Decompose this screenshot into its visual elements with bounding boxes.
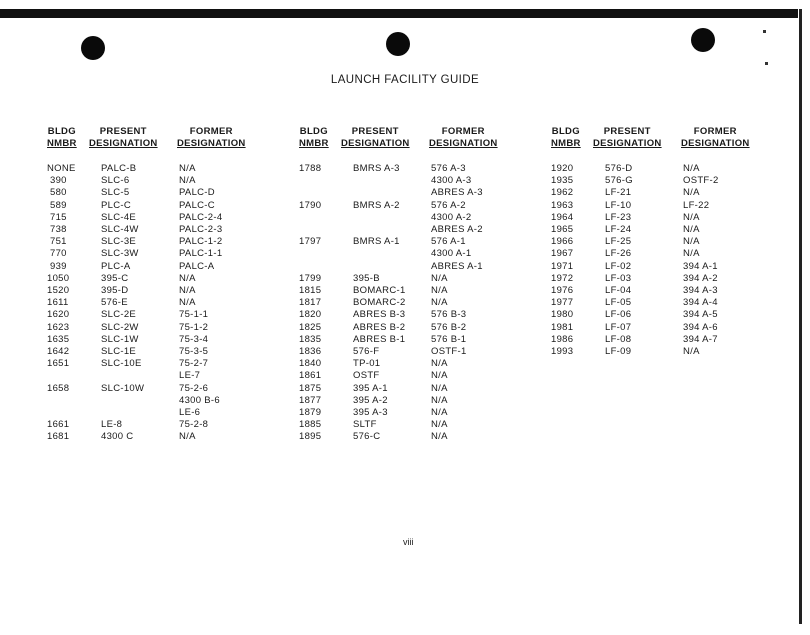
scan-mark <box>763 30 766 33</box>
former-designation: PALC-2-4 <box>179 211 223 223</box>
header-line-1: BLDG <box>47 126 76 137</box>
former-designation: 394 A-5 <box>683 309 718 321</box>
bldg-number: 1651 <box>47 358 70 370</box>
bldg-number: 1840 <box>299 358 322 370</box>
header-line-2: DESIGNATION <box>89 138 158 149</box>
former-designation: 576 B-2 <box>431 321 467 333</box>
former-designation: 576 A-2 <box>431 199 466 211</box>
bldg-number: 1967 <box>551 248 574 260</box>
former-designation: N/A <box>683 236 700 248</box>
bldg-number: 1981 <box>551 321 574 333</box>
bldg-number: 1895 <box>299 431 322 443</box>
present-designation: BMRS A-2 <box>353 199 400 211</box>
bldg-number: 1993 <box>551 346 574 357</box>
bldg-number: 1920 <box>551 163 574 174</box>
present-designation: ABRES B-1 <box>353 333 406 345</box>
former-designation: 4300 A-1 <box>431 248 472 260</box>
present-designation: LF-21 <box>605 187 632 199</box>
bldg-number: 738 <box>50 224 67 235</box>
bldg-number: 1976 <box>551 285 574 296</box>
present-designation: 395-B <box>353 272 380 284</box>
former-designation: N/A <box>431 370 448 382</box>
present-designation: SLC-3E <box>101 236 137 248</box>
former-designation: OSTF-2 <box>683 175 719 187</box>
present-designation: 4300 C <box>101 431 134 443</box>
former-designation: N/A <box>179 175 196 187</box>
bldg-number: 1965 <box>551 224 574 235</box>
former-designation: 394 A-7 <box>683 333 718 345</box>
present-designation: 395 A-1 <box>353 382 388 394</box>
present-designation: LF-25 <box>605 236 632 248</box>
bldg-number: 1815 <box>299 285 322 296</box>
former-designation: N/A <box>431 394 448 406</box>
header-former <box>177 126 246 150</box>
header-line-2: NMBR <box>299 138 329 149</box>
former-designation: PALC-2-3 <box>179 224 223 235</box>
bldg-number: 1817 <box>299 297 322 309</box>
present-designation: LF-06 <box>605 309 632 321</box>
former-designation: 75-3-4 <box>179 333 209 345</box>
bldg-number: 1790 <box>299 199 322 211</box>
punch-hole-right <box>691 28 715 52</box>
bldg-number: 1658 <box>47 382 70 394</box>
present-designation: PALC-B <box>101 163 137 174</box>
bldg-number: 1879 <box>299 407 322 418</box>
former-designation: 75-1-1 <box>179 309 209 321</box>
present-designation: BOMARC-2 <box>353 297 406 309</box>
present-designation: 395-D <box>101 285 129 296</box>
present-designation: SLC-6 <box>101 175 130 187</box>
former-designation: OSTF-1 <box>431 346 467 357</box>
present-designation: ABRES B-3 <box>353 309 406 321</box>
header-line-2: DESIGNATION <box>429 138 498 149</box>
page-title: LAUNCH FACILITY GUIDE <box>330 74 480 86</box>
bldg-number: 1825 <box>299 321 322 333</box>
former-designation: 75-2-6 <box>179 382 209 394</box>
bldg-number: 1935 <box>551 175 574 187</box>
header-bldg <box>551 126 581 150</box>
former-designation: N/A <box>431 419 448 431</box>
present-designation: SLC-5 <box>101 187 130 199</box>
bldg-number: 1835 <box>299 333 322 345</box>
former-designation: 75-1-2 <box>179 321 209 333</box>
former-designation: N/A <box>179 163 196 174</box>
header-line-1: PRESENT <box>351 126 399 137</box>
former-designation: LF-22 <box>683 199 710 211</box>
page-number: viii <box>403 537 414 547</box>
bldg-number: 1977 <box>551 297 574 309</box>
bldg-number: 939 <box>50 260 67 272</box>
bldg-number: 1520 <box>47 285 70 296</box>
header-former <box>429 126 498 150</box>
present-designation: 576-C <box>353 431 381 443</box>
bldg-number: 1877 <box>299 394 322 406</box>
present-designation: LF-04 <box>605 285 632 296</box>
former-designation: N/A <box>683 248 700 260</box>
present-designation: SLC-10W <box>101 382 145 394</box>
present-designation: PLC-A <box>101 260 131 272</box>
top-border <box>0 9 798 18</box>
header-line-1: PRESENT <box>603 126 651 137</box>
present-designation: LE-8 <box>101 419 123 431</box>
bldg-number: 1972 <box>551 272 574 284</box>
header-line-2: DESIGNATION <box>341 138 410 149</box>
former-designation: PALC-1-2 <box>179 236 223 248</box>
bldg-number: 1620 <box>47 309 70 321</box>
header-line-2: DESIGNATION <box>177 138 246 149</box>
former-designation: N/A <box>683 163 700 174</box>
present-designation: LF-23 <box>605 211 632 223</box>
bldg-number: 589 <box>50 199 67 211</box>
bldg-number: 1681 <box>47 431 70 443</box>
former-designation: N/A <box>431 382 448 394</box>
present-designation: SLC-1W <box>101 333 139 345</box>
bldg-number: 751 <box>50 236 67 248</box>
bldg-number: 1661 <box>47 419 70 431</box>
bldg-number: 1861 <box>299 370 322 382</box>
present-designation: LF-08 <box>605 333 632 345</box>
former-designation: N/A <box>431 407 448 418</box>
punch-hole-left <box>81 36 105 60</box>
former-designation: PALC-D <box>179 187 215 199</box>
bldg-number: 1963 <box>551 199 574 211</box>
former-designation: PALC-C <box>179 199 215 211</box>
present-designation: OSTF <box>353 370 380 382</box>
former-designation: 75-2-7 <box>179 358 209 370</box>
present-designation: SLTF <box>353 419 377 431</box>
bldg-number: 1980 <box>551 309 574 321</box>
header-line-1: BLDG <box>299 126 328 137</box>
bldg-number: 1820 <box>299 309 322 321</box>
former-designation: 394 A-3 <box>683 285 718 296</box>
former-designation: N/A <box>431 272 448 284</box>
present-designation: 576-G <box>605 175 633 187</box>
header-present <box>89 126 158 150</box>
header-line-1: PRESENT <box>99 126 147 137</box>
bldg-number: 1642 <box>47 346 70 357</box>
former-designation: N/A <box>683 224 700 235</box>
present-designation: BMRS A-1 <box>353 236 400 248</box>
present-designation: LF-02 <box>605 260 632 272</box>
former-designation: 576 B-1 <box>431 333 467 345</box>
bldg-number: 1962 <box>551 187 574 199</box>
bldg-number: 1788 <box>299 163 322 174</box>
header-line-2: DESIGNATION <box>681 138 750 149</box>
present-designation: 395-C <box>101 272 129 284</box>
former-designation: N/A <box>431 285 448 296</box>
bldg-number: 1971 <box>551 260 574 272</box>
bldg-number: 1799 <box>299 272 322 284</box>
present-designation: 576-E <box>101 297 128 309</box>
present-designation: 395 A-3 <box>353 407 388 418</box>
header-present <box>593 126 662 150</box>
present-designation: SLC-3W <box>101 248 139 260</box>
present-designation: SLC-4W <box>101 224 139 235</box>
former-designation: 4300 A-2 <box>431 211 472 223</box>
present-designation: ABRES B-2 <box>353 321 406 333</box>
bldg-number: 1635 <box>47 333 70 345</box>
right-border <box>799 9 802 624</box>
former-designation: N/A <box>683 187 700 199</box>
former-designation: ABRES A-2 <box>431 224 483 235</box>
former-designation: 4300 A-3 <box>431 175 472 187</box>
former-designation: 75-2-8 <box>179 419 209 431</box>
former-designation: 4300 B-6 <box>179 394 220 406</box>
former-designation: 394 A-2 <box>683 272 718 284</box>
bldg-number: 1986 <box>551 333 574 345</box>
bldg-number: 1966 <box>551 236 574 248</box>
present-designation: BOMARC-1 <box>353 285 406 296</box>
former-designation: 576 A-3 <box>431 163 466 174</box>
bldg-number: 1050 <box>47 272 70 284</box>
bldg-number: 1964 <box>551 211 574 223</box>
bldg-number: 715 <box>50 211 67 223</box>
header-line-2: DESIGNATION <box>593 138 662 149</box>
former-designation: N/A <box>683 346 700 357</box>
former-designation: N/A <box>431 431 448 443</box>
header-line-2: NMBR <box>551 138 581 149</box>
former-designation: N/A <box>179 272 196 284</box>
bldg-number: 1611 <box>47 297 69 309</box>
former-designation: PALC-1-1 <box>179 248 223 260</box>
former-designation: 394 A-4 <box>683 297 718 309</box>
present-designation: LF-24 <box>605 224 632 235</box>
present-designation: 576-D <box>605 163 633 174</box>
bldg-number: 1797 <box>299 236 322 248</box>
scan-mark <box>765 62 768 65</box>
present-designation: SLC-2W <box>101 321 139 333</box>
former-designation: N/A <box>179 285 196 296</box>
header-line-2: NMBR <box>47 138 77 149</box>
present-designation: PLC-C <box>101 199 132 211</box>
present-designation: LF-05 <box>605 297 632 309</box>
present-designation: LF-03 <box>605 272 632 284</box>
bldg-number: 1875 <box>299 382 322 394</box>
present-designation: LF-07 <box>605 321 632 333</box>
former-designation: PALC-A <box>179 260 215 272</box>
former-designation: 576 A-1 <box>431 236 466 248</box>
present-designation: LF-10 <box>605 199 632 211</box>
header-former <box>681 126 750 150</box>
header-line-1: FORMER <box>693 126 737 137</box>
bldg-number: NONE <box>47 163 76 174</box>
bldg-number: 1836 <box>299 346 322 357</box>
former-designation: N/A <box>179 297 196 309</box>
present-designation: TP-01 <box>353 358 381 370</box>
former-designation: N/A <box>179 431 196 443</box>
former-designation: N/A <box>683 211 700 223</box>
former-designation: ABRES A-3 <box>431 187 483 199</box>
present-designation: BMRS A-3 <box>353 163 400 174</box>
header-bldg <box>299 126 329 150</box>
bldg-number: 1623 <box>47 321 70 333</box>
present-designation: SLC-1E <box>101 346 137 357</box>
bldg-number: 770 <box>50 248 67 260</box>
former-designation: ABRES A-1 <box>431 260 483 272</box>
bldg-number: 390 <box>50 175 67 187</box>
former-designation: LE-7 <box>179 370 201 382</box>
present-designation: SLC-2E <box>101 309 137 321</box>
header-line-1: FORMER <box>189 126 233 137</box>
header-bldg <box>47 126 77 150</box>
former-designation: 394 A-6 <box>683 321 718 333</box>
bldg-number: 580 <box>50 187 67 199</box>
present-designation: 395 A-2 <box>353 394 388 406</box>
former-designation: 75-3-5 <box>179 346 209 357</box>
header-line-1: FORMER <box>441 126 485 137</box>
header-present <box>341 126 410 150</box>
former-designation: 394 A-1 <box>683 260 718 272</box>
present-designation: SLC-4E <box>101 211 137 223</box>
header-line-1: BLDG <box>551 126 580 137</box>
former-designation: N/A <box>431 358 448 370</box>
present-designation: 576-F <box>353 346 380 357</box>
former-designation: N/A <box>431 297 448 309</box>
former-designation: LE-6 <box>179 407 201 418</box>
former-designation: 576 B-3 <box>431 309 467 321</box>
punch-hole-center <box>386 32 410 56</box>
bldg-number: 1885 <box>299 419 322 431</box>
present-designation: LF-09 <box>605 346 632 357</box>
present-designation: LF-26 <box>605 248 632 260</box>
present-designation: SLC-10E <box>101 358 142 370</box>
